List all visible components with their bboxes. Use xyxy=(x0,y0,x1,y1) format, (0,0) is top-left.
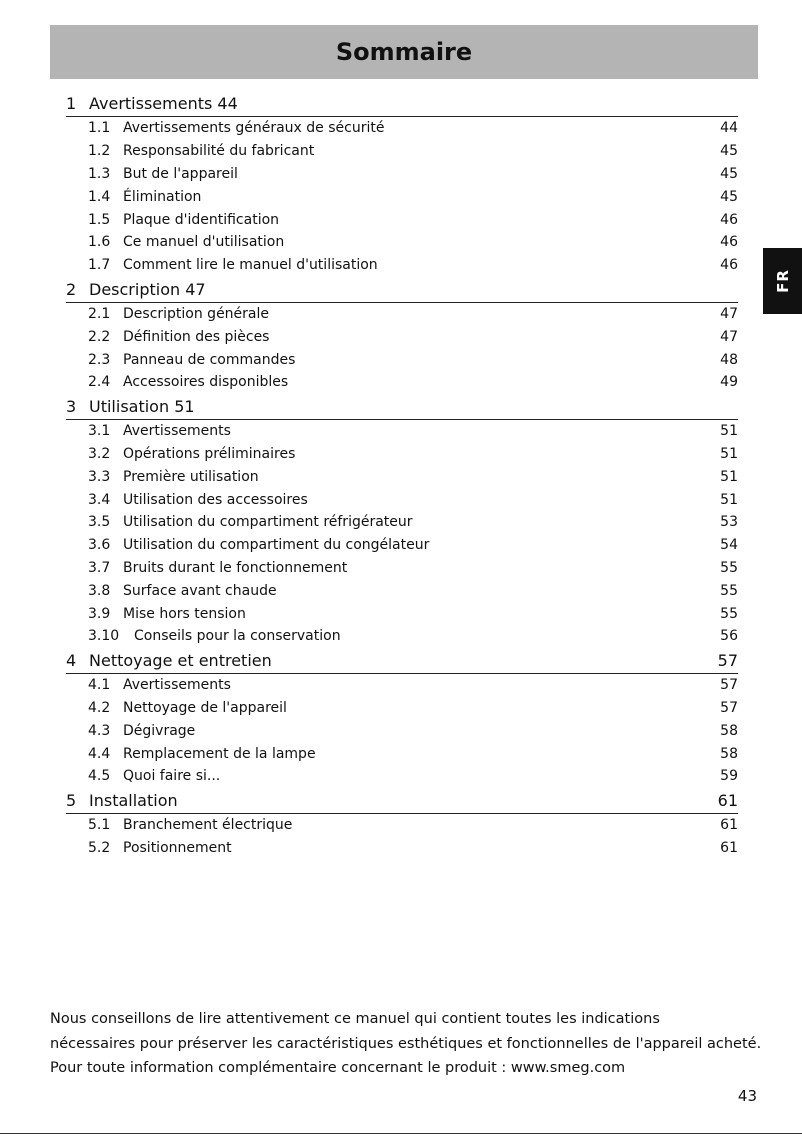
section-label: Utilisation 51 xyxy=(89,396,195,416)
entry-label: Avertissements généraux de sécurité xyxy=(123,120,385,137)
section-entries xyxy=(66,303,738,394)
toc-entry[interactable] xyxy=(88,231,738,254)
entry-label: Ce manuel d'utilisation xyxy=(123,234,285,251)
entry-page: 51 xyxy=(720,445,738,462)
intro-line: nécessaires pour préserver les caractéristiques esthétiques et fonctionnelles de l'appareil acheté. xyxy=(50,1035,762,1052)
bottom-rule xyxy=(0,1133,802,1134)
section-label: Avertissements 44 xyxy=(89,94,238,113)
entry-number: 2.1 xyxy=(88,305,111,322)
entry-number: 1.5 xyxy=(88,211,111,228)
entry-number: 2.2 xyxy=(88,328,111,345)
entry-page: 45 xyxy=(720,188,738,205)
toc-entry[interactable] xyxy=(88,534,738,557)
entry-label: Responsabilité du fabricant xyxy=(123,143,315,160)
section-heading[interactable] xyxy=(66,394,738,420)
toc-entry[interactable] xyxy=(88,348,738,371)
toc-entry[interactable] xyxy=(88,602,738,625)
entry-page: 45 xyxy=(720,143,738,160)
entry-number: 3.8 xyxy=(88,582,111,599)
section-number: 2 xyxy=(66,279,77,299)
section-entries xyxy=(66,420,738,648)
toc-entry[interactable] xyxy=(88,697,738,720)
entry-page: 48 xyxy=(720,351,738,368)
entry-label: Quoi faire si... xyxy=(123,768,221,785)
section-heading[interactable] xyxy=(66,91,738,117)
entry-page: 45 xyxy=(720,165,738,182)
entry-label: Accessoires disponibles xyxy=(123,374,289,391)
language-tab-label: FR xyxy=(773,269,792,293)
entry-page: 51 xyxy=(720,423,738,440)
entry-label: Utilisation du compartiment réfrigérateur xyxy=(123,514,413,531)
entry-label: Positionnement xyxy=(123,839,232,856)
entry-label: Description générale xyxy=(123,305,270,322)
entry-label: Mise hors tension xyxy=(123,605,246,622)
toc-entry[interactable] xyxy=(88,625,738,648)
entry-page: 58 xyxy=(720,722,738,739)
section-label: Installation xyxy=(89,790,178,810)
entry-number: 4.3 xyxy=(88,722,111,739)
entry-label: Utilisation du compartiment du congélateur xyxy=(123,537,430,554)
entry-number: 2.4 xyxy=(88,374,111,391)
toc-entry[interactable] xyxy=(88,765,738,788)
section-page: 57 xyxy=(717,650,738,670)
toc-entry[interactable] xyxy=(88,325,738,348)
entry-page: 44 xyxy=(720,120,738,137)
section-label: Description 47 xyxy=(89,279,206,299)
page-title: Sommaire xyxy=(335,38,473,66)
entry-label: Bruits durant le fonctionnement xyxy=(123,559,348,576)
entry-number: 4.5 xyxy=(88,768,111,785)
toc-entry[interactable] xyxy=(88,185,738,208)
intro-line: Pour toute information complémentaire concernant le produit : www.smeg.com xyxy=(50,1060,626,1076)
entry-number: 1.6 xyxy=(88,234,111,251)
entry-page: 58 xyxy=(720,745,738,762)
entry-number: 3.1 xyxy=(88,423,111,440)
entry-number: 3.9 xyxy=(88,605,111,622)
section-label: Nettoyage et entretien xyxy=(89,650,272,670)
entry-number: 1.4 xyxy=(88,188,111,205)
toc-entry[interactable] xyxy=(88,742,738,765)
entry-page: 61 xyxy=(720,839,738,856)
entry-number: 5.1 xyxy=(88,817,111,834)
entry-label: But de l'appareil xyxy=(123,165,238,182)
entry-page: 46 xyxy=(720,257,738,274)
entry-label: Comment lire le manuel d'utilisation xyxy=(123,257,378,274)
entry-label: Panneau de commandes xyxy=(123,351,296,368)
entry-number: 5.2 xyxy=(88,839,111,856)
entry-page: 47 xyxy=(720,305,738,322)
entry-page: 57 xyxy=(720,677,738,694)
section-page: 61 xyxy=(717,790,738,810)
entry-label: Définition des pièces xyxy=(123,328,270,345)
toc-entry[interactable] xyxy=(88,371,738,394)
entry-page: 49 xyxy=(720,374,738,391)
entry-number: 4.2 xyxy=(88,699,111,716)
entry-page: 55 xyxy=(720,582,738,599)
entry-page: 61 xyxy=(720,817,738,834)
toc-entry[interactable] xyxy=(88,254,738,277)
entry-label: Dégivrage xyxy=(123,722,196,739)
entry-page: 51 xyxy=(720,491,738,508)
section-entries xyxy=(66,814,738,860)
entry-number: 4.1 xyxy=(88,677,111,694)
entry-label: Plaque d'identification xyxy=(123,211,280,228)
toc-entry[interactable] xyxy=(88,163,738,186)
entry-number: 3.5 xyxy=(88,514,111,531)
entry-number: 3.6 xyxy=(88,537,111,554)
section-entries xyxy=(66,674,738,788)
entry-number: 3.3 xyxy=(88,468,111,485)
entry-number: 4.4 xyxy=(88,745,111,762)
entry-label: Surface avant chaude xyxy=(123,582,277,599)
section-number: 5 xyxy=(66,790,77,810)
toc-entry[interactable] xyxy=(88,208,738,231)
entry-page: 46 xyxy=(720,211,738,228)
section-heading[interactable] xyxy=(66,788,738,814)
entry-number: 1.7 xyxy=(88,257,111,274)
intro-paragraph xyxy=(50,1007,770,1081)
entry-page: 51 xyxy=(720,468,738,485)
entry-label: Conseils pour la conservation xyxy=(134,628,341,645)
entry-page: 56 xyxy=(720,628,738,645)
table-of-contents xyxy=(66,91,738,859)
toc-entry[interactable] xyxy=(88,674,738,697)
entry-page: 55 xyxy=(720,559,738,576)
entry-number: 3.2 xyxy=(88,445,111,462)
section-number: 1 xyxy=(66,94,77,113)
entry-label: Élimination xyxy=(123,188,202,205)
title-bar xyxy=(50,25,758,79)
entry-number: 2.3 xyxy=(88,351,111,368)
toc-entry[interactable] xyxy=(88,488,738,511)
toc-entry[interactable] xyxy=(88,814,738,837)
entry-label: Utilisation des accessoires xyxy=(123,491,308,508)
intro-line: Nous conseillons de lire attentivement ce manuel qui contient toutes les indications xyxy=(50,1011,660,1027)
language-tab xyxy=(763,248,802,314)
entry-label: Nettoyage de l'appareil xyxy=(123,699,287,716)
toc-entry[interactable] xyxy=(88,420,738,443)
entry-label: Avertissements xyxy=(123,423,231,440)
toc-entry[interactable] xyxy=(88,579,738,602)
toc-entry[interactable] xyxy=(88,465,738,488)
entry-label: Branchement électrique xyxy=(123,817,293,834)
toc-entry[interactable] xyxy=(88,719,738,742)
section-heading[interactable] xyxy=(66,648,738,674)
section-entries xyxy=(66,117,738,277)
entry-number: 3.4 xyxy=(88,491,111,508)
section-number: 4 xyxy=(66,650,77,670)
section-number: 3 xyxy=(66,396,77,416)
entry-page: 46 xyxy=(720,234,738,251)
toc-entry[interactable] xyxy=(88,511,738,534)
entry-label: Première utilisation xyxy=(123,468,259,485)
entry-label: Remplacement de la lampe xyxy=(123,745,316,762)
page-number: 43 xyxy=(737,1087,757,1105)
entry-page: 59 xyxy=(720,768,738,785)
entry-label: Opérations préliminaires xyxy=(123,445,296,462)
entry-number: 1.2 xyxy=(88,143,111,160)
toc-entry[interactable] xyxy=(88,837,738,860)
entry-page: 53 xyxy=(720,514,738,531)
entry-page: 57 xyxy=(720,699,738,716)
entry-number: 3.10 xyxy=(88,628,120,645)
toc-entry[interactable] xyxy=(88,303,738,326)
entry-number: 1.3 xyxy=(88,165,111,182)
entry-page: 54 xyxy=(720,537,738,554)
entry-page: 47 xyxy=(720,328,738,345)
toc-entry[interactable] xyxy=(88,117,738,140)
toc-entry[interactable] xyxy=(88,557,738,580)
toc-entry[interactable] xyxy=(88,443,738,466)
entry-number: 3.7 xyxy=(88,559,111,576)
toc-entry[interactable] xyxy=(88,140,738,163)
entry-page: 55 xyxy=(720,605,738,622)
entry-number: 1.1 xyxy=(88,120,111,137)
entry-label: Avertissements xyxy=(123,677,231,694)
section-heading[interactable] xyxy=(66,277,738,303)
